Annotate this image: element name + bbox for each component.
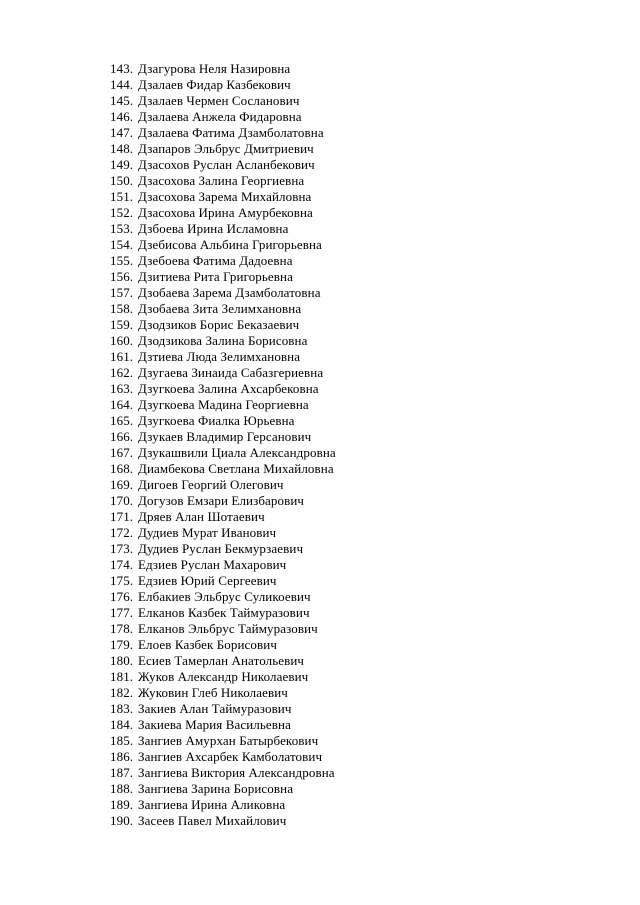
entry-number: 175. [110, 573, 134, 588]
person-name: Жуковин Глеб Николаевич [138, 685, 288, 700]
list-item [110, 381, 336, 397]
person-name: Дзбоева Ирина Исламовна [138, 221, 289, 236]
person-name: Зангиев Ахсарбек Камболатович [138, 749, 323, 764]
list-item [110, 589, 336, 605]
entry-number: 177. [110, 605, 134, 620]
person-name: Дзугкоева Фиалка Юрьевна [138, 413, 295, 428]
entry-number: 168. [110, 461, 134, 476]
person-name: Дигоев Георгий Олегович [138, 477, 284, 492]
list-item [110, 269, 336, 285]
entry-number: 181. [110, 669, 134, 684]
list-item [110, 653, 336, 669]
entry-number: 189. [110, 797, 134, 812]
list-item [110, 749, 336, 765]
entry-number: 185. [110, 733, 134, 748]
entry-number: 184. [110, 717, 134, 732]
entry-number: 190. [110, 813, 134, 828]
person-name: Есиев Тамерлан Анатольевич [138, 653, 305, 668]
list-item [110, 445, 336, 461]
entry-number: 173. [110, 541, 134, 556]
person-name: Дзтиева Люда Зелимхановна [138, 349, 301, 364]
person-name: Дзалаева Фатима Дзамболатовна [138, 125, 324, 140]
list-item [110, 605, 336, 621]
person-name: Едзиев Руслан Махарович [138, 557, 287, 572]
person-name: Дзукаев Владимир Герсанович [138, 429, 312, 444]
list-item [110, 61, 336, 77]
person-name: Дзебисова Альбина Григорьевна [138, 237, 322, 252]
entry-number: 178. [110, 621, 134, 636]
entry-number: 146. [110, 109, 134, 124]
entry-number: 183. [110, 701, 134, 716]
entry-number: 166. [110, 429, 134, 444]
list-item [110, 637, 336, 653]
list-item [110, 765, 336, 781]
person-name: Зангиева Виктория Александровна [138, 765, 335, 780]
list-item [110, 781, 336, 797]
entry-number: 147. [110, 125, 134, 140]
entry-number: 174. [110, 557, 134, 572]
list-item [110, 493, 336, 509]
entry-number: 155. [110, 253, 134, 268]
list-item [110, 317, 336, 333]
list-item [110, 205, 336, 221]
entry-number: 152. [110, 205, 134, 220]
person-name: Дзалаев Фидар Казбекович [138, 77, 291, 92]
person-name: Елбакиев Эльбрус Суликоевич [138, 589, 311, 604]
person-name: Зангиева Ирина Аликовна [138, 797, 286, 812]
person-name: Дзобаева Зарема Дзамболатовна [138, 285, 321, 300]
entry-number: 154. [110, 237, 134, 252]
person-name: Дудиев Руслан Бекмурзаевич [138, 541, 304, 556]
person-name: Зангиев Амурхан Батырбекович [138, 733, 319, 748]
entry-number: 162. [110, 365, 134, 380]
entry-number: 160. [110, 333, 134, 348]
list-item [110, 141, 336, 157]
person-name: Елканов Казбек Таймуразович [138, 605, 310, 620]
person-name: Дряев Алан Шотаевич [138, 509, 265, 524]
person-name: Дзасохов Руслан Асланбекович [138, 157, 315, 172]
person-name: Дзалаев Чермен Сосланович [138, 93, 300, 108]
entry-number: 144. [110, 77, 134, 92]
entry-number: 158. [110, 301, 134, 316]
list-item [110, 333, 336, 349]
list-item [110, 621, 336, 637]
list-item [110, 301, 336, 317]
person-name: Дзасохова Залина Георгиевна [138, 173, 305, 188]
person-name: Дзалаева Анжела Фидаровна [138, 109, 302, 124]
list-item [110, 93, 336, 109]
entry-number: 157. [110, 285, 134, 300]
entry-number: 150. [110, 173, 134, 188]
entry-number: 171. [110, 509, 134, 524]
entry-number: 182. [110, 685, 134, 700]
entry-number: 143. [110, 61, 134, 76]
entry-number: 180. [110, 653, 134, 668]
entry-number: 156. [110, 269, 134, 284]
list-item [110, 253, 336, 269]
entry-number: 165. [110, 413, 134, 428]
list-item [110, 349, 336, 365]
list-item [110, 189, 336, 205]
list-item [110, 429, 336, 445]
entry-number: 161. [110, 349, 134, 364]
list-item [110, 717, 336, 733]
person-name: Елоев Казбек Борисович [138, 637, 277, 652]
person-name: Дзодзикова Залина Борисовна [138, 333, 308, 348]
person-name: Дзебоева Фатима Дадоевна [138, 253, 293, 268]
entry-number: 163. [110, 381, 134, 396]
list-item [110, 669, 336, 685]
list-item [110, 173, 336, 189]
list-item [110, 685, 336, 701]
entry-number: 167. [110, 445, 134, 460]
list-item [110, 461, 336, 477]
entry-number: 151. [110, 189, 134, 204]
list-item [110, 237, 336, 253]
person-name: Елканов Эльбрус Таймуразович [138, 621, 318, 636]
entry-number: 170. [110, 493, 134, 508]
list-item [110, 77, 336, 93]
entry-number: 149. [110, 157, 134, 172]
person-name: Дзукашвили Циала Александровна [138, 445, 336, 460]
person-name: Дзитиева Рита Григорьевна [138, 269, 293, 284]
list-item [110, 573, 336, 589]
entry-number: 164. [110, 397, 134, 412]
list-item [110, 557, 336, 573]
person-name: Закиев Алан Таймуразович [138, 701, 292, 716]
person-name: Дзугаева Зинаида Сабазгериевна [138, 365, 324, 380]
person-name: Дзасохова Ирина Амурбековна [138, 205, 313, 220]
person-name: Дзугкоева Мадина Георгиевна [138, 397, 309, 412]
person-name: Дзасохова Зарема Михайловна [138, 189, 312, 204]
list-item [110, 221, 336, 237]
person-name: Диамбекова Светлана Михайловна [138, 461, 334, 476]
list-item [110, 413, 336, 429]
entry-number: 179. [110, 637, 134, 652]
entry-number: 153. [110, 221, 134, 236]
entry-number: 172. [110, 525, 134, 540]
list-item [110, 477, 336, 493]
person-name: Дзагурова Неля Назировна [138, 61, 291, 76]
person-name: Едзиев Юрий Сергеевич [138, 573, 277, 588]
list-item [110, 397, 336, 413]
list-item [110, 733, 336, 749]
entry-number: 145. [110, 93, 134, 108]
list-item [110, 285, 336, 301]
person-name: Дзодзиков Борис Беказаевич [138, 317, 300, 332]
list-item [110, 509, 336, 525]
list-item [110, 365, 336, 381]
person-name: Закиева Мария Васильевна [138, 717, 291, 732]
entry-number: 186. [110, 749, 134, 764]
person-name: Жуков Александр Николаевич [138, 669, 309, 684]
list-item [110, 701, 336, 717]
entry-number: 159. [110, 317, 134, 332]
list-item [110, 541, 336, 557]
name-list [110, 61, 336, 829]
entry-number: 176. [110, 589, 134, 604]
entry-number: 148. [110, 141, 134, 156]
list-item [110, 125, 336, 141]
person-name: Зангиева Зарина Борисовна [138, 781, 294, 796]
list-item [110, 797, 336, 813]
person-name: Дудиев Мурат Иванович [138, 525, 277, 540]
list-item [110, 813, 336, 829]
person-name: Дзугкоева Залина Ахсарбековна [138, 381, 319, 396]
person-name: Дзобаева Зита Зелимхановна [138, 301, 302, 316]
person-name: Засеев Павел Михайлович [138, 813, 287, 828]
person-name: Дзапаров Эльбрус Дмитриевич [138, 141, 314, 156]
entry-number: 188. [110, 781, 134, 796]
person-name: Догузов Емзари Елизбарович [138, 493, 305, 508]
list-item [110, 525, 336, 541]
list-item [110, 109, 336, 125]
list-item [110, 157, 336, 173]
entry-number: 169. [110, 477, 134, 492]
entry-number: 187. [110, 765, 134, 780]
